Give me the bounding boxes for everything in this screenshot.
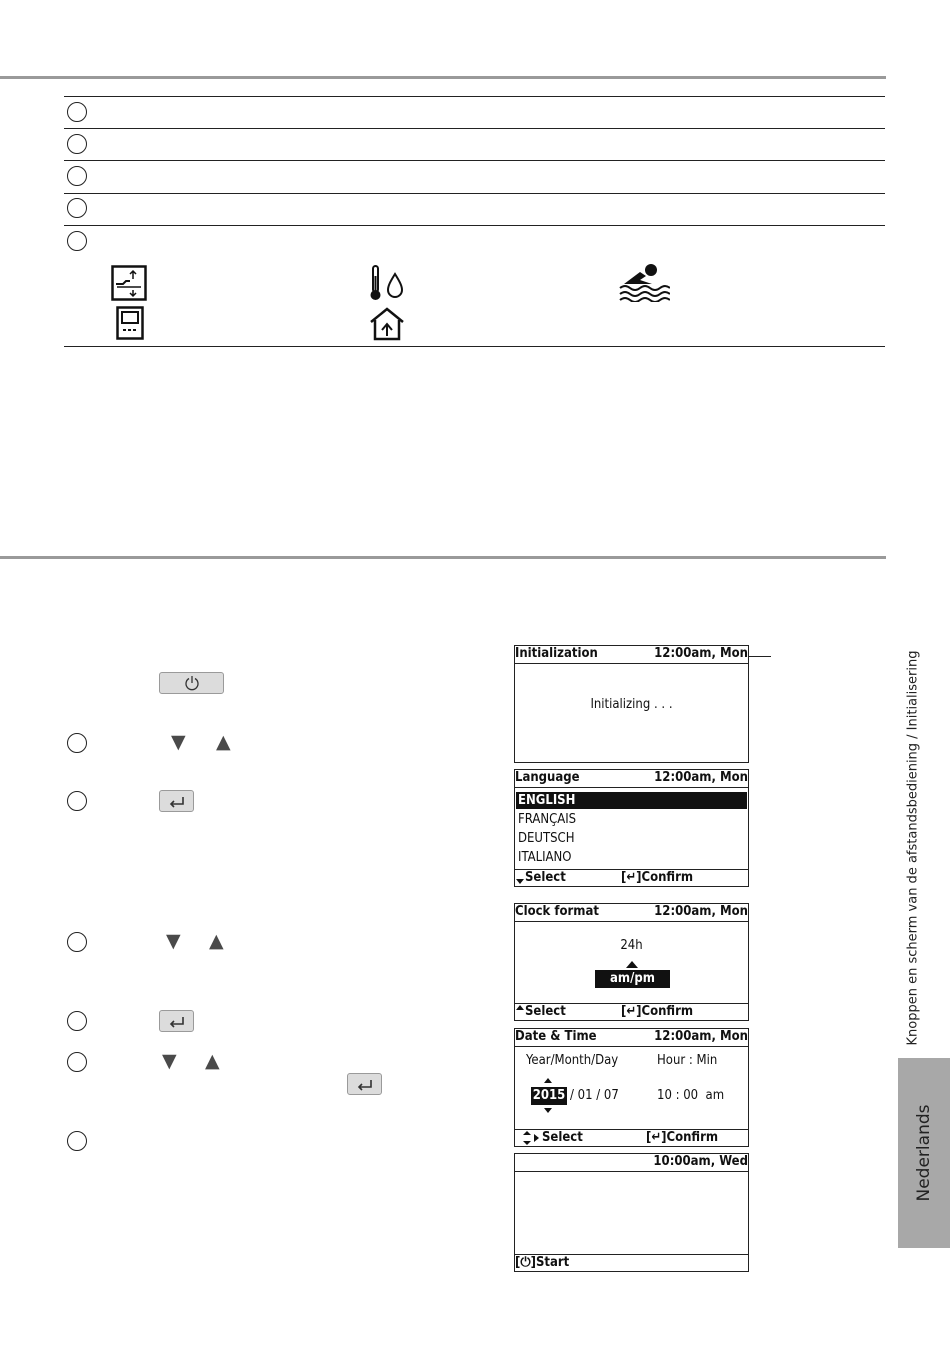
section-divider-middle (0, 556, 886, 559)
footer-confirm-label: [↵]Confirm (621, 870, 694, 885)
down-arrow-icon[interactable]: ▼ (171, 731, 186, 753)
table-row-line (64, 193, 885, 194)
up-arrow-icon[interactable]: ▲ (205, 1050, 220, 1072)
enter-button[interactable] (159, 790, 194, 812)
lcd-language-screen (514, 769, 749, 887)
month-day-value[interactable]: / 01 / 07 (570, 1088, 619, 1103)
enter-button[interactable] (159, 1010, 194, 1032)
screen-clock: 12:00am, Mon (654, 646, 748, 661)
thermometer-drop-icon (368, 264, 408, 302)
chapter-tab[interactable] (898, 1058, 950, 1248)
lcd-header (515, 904, 748, 922)
callout-circle (67, 134, 87, 154)
callout-circle (67, 166, 87, 186)
up-small-icon (544, 1078, 552, 1083)
up-arrow-icon[interactable]: ▲ (209, 930, 224, 952)
screen-title: Language (515, 770, 580, 785)
four-way-arrow-icon (523, 1131, 539, 1145)
section-divider-top (0, 76, 886, 79)
enter-button[interactable] (347, 1073, 382, 1095)
remote-controller-icon (116, 306, 144, 340)
date-label: Year/Month/Day (526, 1053, 619, 1068)
lcd-start-screen (514, 1153, 749, 1272)
screen-title: Date & Time (515, 1029, 597, 1044)
lcd-date-time-screen (514, 1028, 749, 1147)
table-row-line (64, 96, 885, 97)
lcd-footer (515, 1003, 748, 1020)
year-value[interactable]: 2015 (532, 1088, 566, 1103)
step-circle (67, 1131, 87, 1151)
lcd-header (515, 1029, 748, 1047)
up-arrow-icon[interactable]: ▲ (216, 731, 231, 753)
lcd-footer (515, 1129, 748, 1146)
heat-pump-icon (111, 265, 147, 301)
lcd-header (515, 646, 748, 664)
step-circle (67, 733, 87, 753)
footer-select-label: Select (542, 1130, 583, 1145)
language-option[interactable]: FRANÇAIS (518, 812, 577, 827)
footer-select-label: Select (525, 1004, 566, 1019)
section-title-vertical: Knoppen en scherm van de afstandsbediening / Initialisering (905, 650, 921, 1046)
chapter-tab-label: Nederlands (914, 1104, 934, 1202)
step-circle (67, 1052, 87, 1072)
screen-title: Initialization (515, 646, 598, 661)
clock-option-ampm[interactable]: am/pm (610, 971, 655, 986)
clock-option-24h[interactable]: 24h (620, 938, 643, 953)
screen-clock: 12:00am, Mon (654, 904, 748, 919)
callout-circle (67, 102, 87, 122)
table-row-line (64, 225, 885, 226)
up-small-icon (626, 961, 638, 968)
lcd-header (515, 770, 748, 788)
time-value[interactable]: 10 : 00 am (657, 1088, 725, 1103)
screen-clock: 10:00am, Wed (653, 1154, 748, 1169)
up-small-icon (516, 1005, 524, 1010)
lcd-clock-format-screen (514, 903, 749, 1021)
down-small-icon (544, 1108, 552, 1113)
table-row-line (64, 346, 885, 347)
screen-title: Clock format (515, 904, 599, 919)
screen-clock: 12:00am, Mon (654, 770, 748, 785)
language-option[interactable]: ITALIANO (518, 850, 572, 865)
table-row-line (64, 128, 885, 129)
language-option[interactable]: DEUTSCH (518, 831, 575, 846)
footer-start-label: [⏻]Start (515, 1255, 570, 1270)
down-arrow-icon[interactable]: ▼ (162, 1050, 177, 1072)
enter-icon (167, 795, 187, 809)
footer-confirm-label: [↵]Confirm (646, 1130, 719, 1145)
enter-icon (355, 1078, 375, 1092)
footer-confirm-label: [↵]Confirm (621, 1004, 694, 1019)
screen-clock: 12:00am, Mon (654, 1029, 748, 1044)
lcd-initialization-screen (514, 645, 749, 763)
lcd-footer (515, 869, 748, 886)
step-circle (67, 1011, 87, 1031)
time-label: Hour : Min (657, 1053, 718, 1068)
callout-circle (67, 231, 87, 251)
swimmer-icon (618, 262, 670, 302)
power-button[interactable] (159, 672, 224, 694)
down-arrow-icon[interactable]: ▼ (166, 930, 181, 952)
lcd-footer (515, 1254, 748, 1271)
enter-icon (167, 1015, 187, 1029)
initializing-message: Initializing . . . (590, 697, 673, 712)
step-circle (67, 791, 87, 811)
step-circle (67, 932, 87, 952)
down-small-icon (516, 879, 524, 884)
lcd-header (515, 1154, 748, 1172)
leader-line (749, 656, 771, 657)
table-row-line (64, 160, 885, 161)
power-icon (184, 675, 200, 691)
callout-circle (67, 198, 87, 218)
language-option-selected[interactable]: ENGLISH (518, 793, 576, 808)
house-icon (368, 306, 406, 342)
footer-select-label: Select (525, 870, 566, 885)
